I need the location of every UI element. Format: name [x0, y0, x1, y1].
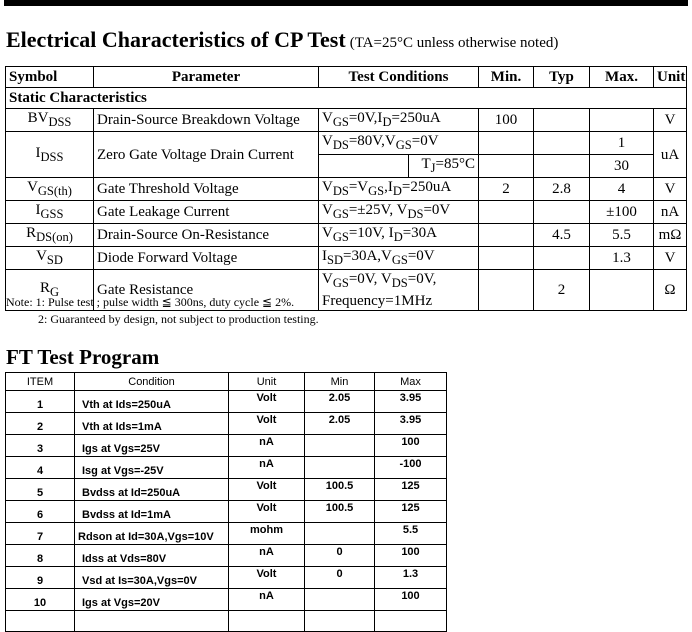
table-row: [6, 247, 687, 270]
table-row: [6, 457, 447, 479]
table-row: [6, 391, 447, 413]
min-cell: 0: [305, 567, 375, 589]
col-header-item: ITEM: [6, 373, 75, 391]
unit-cell: nA: [654, 201, 687, 224]
table-header-row: [6, 373, 447, 391]
typ-cell: 2.8: [534, 178, 590, 201]
min-cell: 100.5: [305, 501, 375, 523]
parameter-cell: Diode Forward Voltage: [94, 247, 319, 270]
col-header-unit: Unit: [229, 373, 305, 391]
table-row: [6, 501, 447, 523]
header-rule: [4, 0, 688, 6]
unit-cell: nA: [229, 435, 305, 457]
min-cell: 100: [479, 109, 534, 132]
max-cell: 3.95: [375, 413, 447, 435]
table-row: [6, 132, 687, 155]
table-header-row: [6, 67, 687, 88]
col-header-parameter: Parameter: [94, 67, 319, 88]
condition-cell: [75, 611, 229, 632]
ec-title-main: Electrical Characteristics of CP Test: [6, 27, 346, 52]
item-cell: 3: [6, 435, 75, 457]
table-row: [6, 109, 687, 132]
item-cell: 9: [6, 567, 75, 589]
max-cell: 5.5: [375, 523, 447, 545]
ec-title: [6, 27, 558, 53]
min-cell: [305, 611, 375, 632]
min-cell: 2.05: [305, 391, 375, 413]
max-cell: ±100: [590, 201, 654, 224]
typ-cell: [534, 247, 590, 270]
section-title: Static Characteristics: [6, 88, 687, 109]
max-cell: 125: [375, 479, 447, 501]
col-header-unit: Unit: [654, 67, 687, 88]
parameter-cell: Drain-Source On-Resistance: [94, 224, 319, 247]
max-cell: 5.5: [590, 224, 654, 247]
unit-cell: nA: [229, 545, 305, 567]
col-header-max: Max.: [590, 67, 654, 88]
item-cell: 10: [6, 589, 75, 611]
ec-title-condition: (TA=25°C unless otherwise noted): [349, 35, 559, 51]
max-cell: [590, 109, 654, 132]
condition-cell: Vth at Ids=250uA: [75, 391, 229, 413]
typ-cell: [534, 109, 590, 132]
min-cell: 0: [305, 545, 375, 567]
condition-cell: $V_{GS}=0V,I_D=250uA$: [319, 109, 479, 132]
condition-cell: $I_{SD}=30A,V_{GS}=0V$: [319, 247, 479, 270]
item-cell: 1: [6, 391, 75, 413]
condition-cell: $V_{GS}=\pm 25V$, $V_{DS}=0V$: [319, 201, 479, 224]
condition-cell: $V_{GS}=0V$, $V_{DS}=0V$, Frequency=1MHz: [319, 270, 479, 311]
symbol-cell: $BV_{DSS}$: [6, 109, 94, 132]
unit-cell: Volt: [229, 391, 305, 413]
col-header-conditions: Test Conditions: [319, 67, 479, 88]
table-row: [6, 413, 447, 435]
unit-cell: mohm: [229, 523, 305, 545]
table-row: [6, 479, 447, 501]
max-cell: 4: [590, 178, 654, 201]
col-header-symbol: Symbol: [6, 67, 94, 88]
typ-cell: [534, 155, 590, 178]
min-cell: 2: [479, 178, 534, 201]
condition-cell-blank: [319, 155, 409, 178]
condition-cell: $V_{DS}=80V,V_{GS}=0V$: [319, 132, 479, 155]
condition-cell: Vsd at Is=30A,Vgs=0V: [75, 567, 229, 589]
parameter-cell: Drain-Source Breakdown Voltage: [94, 109, 319, 132]
col-header-min: Min: [305, 373, 375, 391]
condition-cell: Vth at Ids=1mA: [75, 413, 229, 435]
min-cell: [479, 201, 534, 224]
max-cell: 125: [375, 501, 447, 523]
table-row-empty: [6, 611, 447, 632]
typ-cell: 2: [534, 270, 590, 311]
min-cell: [305, 457, 375, 479]
condition-cell: Bvdss at Id=250uA: [75, 479, 229, 501]
symbol-cell: $V_{GS(th)}$: [6, 178, 94, 201]
table-row: [6, 589, 447, 611]
parameter-cell: Gate Threshold Voltage: [94, 178, 319, 201]
symbol-cell: $R_G$: [6, 270, 94, 311]
condition-cell: Isg at Vgs=-25V: [75, 457, 229, 479]
symbol-cell: $I_{DSS}$: [6, 132, 94, 178]
col-header-condition: Condition: [75, 373, 229, 391]
max-cell: 1.3: [375, 567, 447, 589]
note-2: 2: Guaranteed by design, not subject to production testing.: [38, 312, 319, 326]
item-cell: 4: [6, 457, 75, 479]
typ-cell: [534, 132, 590, 155]
unit-cell: [229, 611, 305, 632]
item-cell: 5: [6, 479, 75, 501]
table-row: [6, 545, 447, 567]
unit-cell: uA: [654, 132, 687, 178]
unit-cell: V: [654, 109, 687, 132]
parameter-cell: Gate Leakage Current: [94, 201, 319, 224]
parameter-cell: Gate Resistance: [94, 270, 319, 311]
col-header-min: Min.: [479, 67, 534, 88]
max-cell: [375, 611, 447, 632]
min-cell: [479, 270, 534, 311]
symbol-cell: $I_{GSS}$: [6, 201, 94, 224]
max-cell: 100: [375, 545, 447, 567]
unit-cell: V: [654, 178, 687, 201]
item-cell: 6: [6, 501, 75, 523]
table-row: [6, 567, 447, 589]
parameter-cell: Zero Gate Voltage Drain Current: [94, 132, 319, 178]
electrical-characteristics-table: [5, 66, 687, 311]
unit-cell: Volt: [229, 567, 305, 589]
condition-cell: $V_{DS}=V_{GS},I_D=250uA$: [319, 178, 479, 201]
condition-cell: $V_{GS}=10V$, $I_D=30A$: [319, 224, 479, 247]
item-cell: 7: [6, 523, 75, 545]
min-cell: 2.05: [305, 413, 375, 435]
max-cell: 100: [375, 435, 447, 457]
col-header-typ: Typ: [534, 67, 590, 88]
min-cell: [305, 523, 375, 545]
unit-cell: nA: [229, 457, 305, 479]
symbol-cell: $R_{DS(on)}$: [6, 224, 94, 247]
min-cell: [479, 155, 534, 178]
max-cell: 1.3: [590, 247, 654, 270]
condition-cell: Igs at Vgs=20V: [75, 589, 229, 611]
table-row: [6, 523, 447, 545]
typ-cell: 4.5: [534, 224, 590, 247]
unit-cell: nA: [229, 589, 305, 611]
col-header-max: Max: [375, 373, 447, 391]
condition-cell: Bvdss at Id=1mA: [75, 501, 229, 523]
max-cell: 1: [590, 132, 654, 155]
unit-cell: Volt: [229, 413, 305, 435]
unit-cell: Volt: [229, 479, 305, 501]
condition-cell: Rdson at Id=30A,Vgs=10V: [75, 523, 229, 545]
note-1: Note: 1: Pulse test ; pulse width ≦ 300ns, duty cycle ≦ 2%.: [6, 295, 295, 309]
max-cell: 3.95: [375, 391, 447, 413]
condition-cell: $T_J=85^\circ C$: [409, 155, 479, 178]
max-cell: 30: [590, 155, 654, 178]
table-row: [6, 435, 447, 457]
table-row: [6, 224, 687, 247]
min-cell: [479, 132, 534, 155]
condition-cell: Idss at Vds=80V: [75, 545, 229, 567]
max-cell: [590, 270, 654, 311]
unit-cell: mΩ: [654, 224, 687, 247]
item-cell: 8: [6, 545, 75, 567]
symbol-cell: $V_{SD}$: [6, 247, 94, 270]
min-cell: 100.5: [305, 479, 375, 501]
ft-test-program-table: [5, 372, 447, 632]
max-cell: 100: [375, 589, 447, 611]
typ-cell: [534, 201, 590, 224]
unit-cell: Volt: [229, 501, 305, 523]
ft-title: FT Test Program: [6, 345, 160, 369]
section-row: [6, 88, 687, 109]
item-cell: [6, 611, 75, 632]
item-cell: 2: [6, 413, 75, 435]
min-cell: [305, 589, 375, 611]
min-cell: [305, 435, 375, 457]
unit-cell: Ω: [654, 270, 687, 311]
min-cell: [479, 247, 534, 270]
table-row: [6, 201, 687, 224]
condition-cell: Igs at Vgs=25V: [75, 435, 229, 457]
table-row: [6, 178, 687, 201]
min-cell: [479, 224, 534, 247]
max-cell: -100: [375, 457, 447, 479]
unit-cell: V: [654, 247, 687, 270]
